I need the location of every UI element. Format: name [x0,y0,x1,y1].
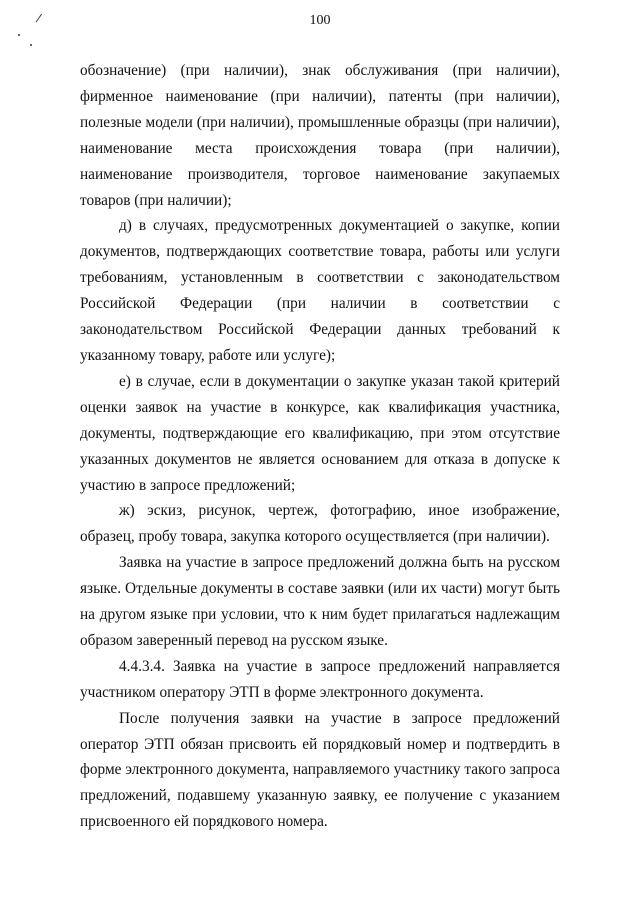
paragraph-continuation: обозначение) (при наличии), знак обслуживания (при наличии), фирменное наименование (при наличии), патенты (при наличии), полезные модели (при наличии), промышленные образцы (при наличии), наименование места происхождения товара (при наличии), наименование производителя, торговое наименование закупаемых товаров (при наличии); [80,62,560,209]
scan-artifact-dot [18,34,20,36]
page-number: 100 [309,13,331,28]
paragraph-section-4-4-3-4: 4.4.3.4. Заявка на участие в запросе предложений направляется участником оператору ЭТП в форме электронного документа. [80,657,560,701]
paragraph-item-zh: ж) эскиз, рисунок, чертеж, фотографию, иное изображение, образец, пробу товара, закупка которого осуществляется (при наличии). [80,502,560,546]
paragraph-language-requirement: Заявка на участие в запросе предложений должна быть на русском языке. Отдельные документы в составе заявки (или их части) могут быть на другом языке при условии, что к ним будет прилагаться надлежащим образом заверенный перевод на русском языке. [80,554,560,649]
document-body [80,58,560,835]
paragraph-item-d: д) в случаях, предусмотренных документацией о закупке, копии документов, подтверждающих соответствие товара, работы или услуги требованиям, установленным в соответствии с законодательством Российской Федерации (при наличии в соответствии с законодательством Российской Федерации данных требований к указанному товару, работе или услуге); [80,217,560,364]
scan-artifact-dot [30,44,32,46]
paragraph-item-e: е) в случае, если в документации о закупке указан такой критерий оценки заявок на участие в конкурсе, как квалификация участника, документы, подтверждающие его квалификацию, при этом отсутствие указанных документов не является основанием для отказа в допуске к участию в запросе предложений; [80,372,560,494]
paragraph-etp-obligation: После получения заявки на участие в запросе предложений оператор ЭТП обязан присвоить ей порядковый номер и подтвердить в форме электронного документа, направляемого участнику такого запроса предложений, подавшему указанную заявку, ее получение с указанием присвоенного ей порядкового номера. [80,709,560,831]
